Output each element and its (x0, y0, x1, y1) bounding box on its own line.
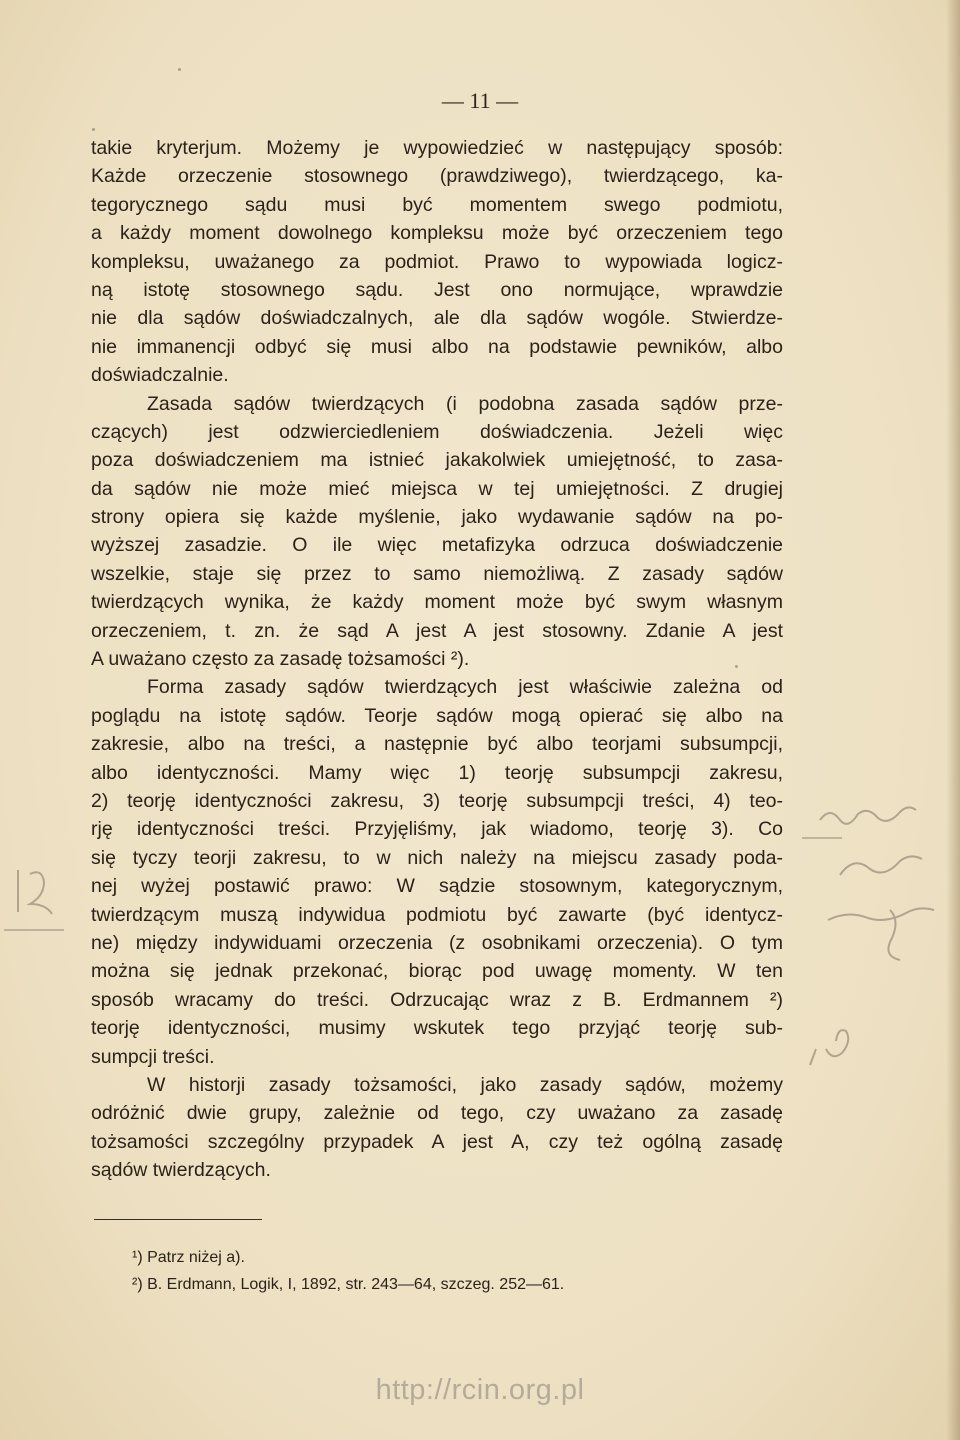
source-url-watermark: http://rcin.org.pl (375, 1374, 585, 1406)
print-speck (735, 665, 738, 668)
text-line: można się jednak przekonać, biorąc pod uwagę momenty. W ten (91, 960, 783, 983)
body-text (91, 134, 783, 1184)
text-line: kompleksu, uważanego za podmiot. Prawo to wypowiada logicz- (91, 250, 783, 273)
text-line: wszelkie, staje się przez to samo niemożliwą. Z zasady sądów (91, 562, 783, 585)
text-line: poza doświadczeniem ma istnieć jakakolwiek umiejętność, to zasa- (91, 449, 783, 472)
footnotes (132, 1244, 564, 1298)
text-line: 2) teorję identyczności zakresu, 3) teorję subsumpcji treści, 4) teo- (91, 789, 783, 812)
text-line: Każde orzeczenie stosownego (prawdziwego), twierdzącego, ka- (91, 165, 783, 188)
margin-handwriting-right (800, 780, 950, 1110)
text-line: orzeczeniem, t. zn. że sąd A jest A jest stosowny. Zdanie A jest (91, 619, 783, 642)
text-line: albo identyczności. Mamy więc 1) teorję subsumpcji zakresu, (91, 761, 783, 784)
text-line: da sądów nie może mieć miejsca w tej umiejętności. Z drugiej (91, 477, 783, 500)
text-line: W historji zasady tożsamości, jako zasady sądów, możemy (147, 1073, 783, 1096)
footnote-1: ¹) Patrz niżej a). (132, 1249, 245, 1266)
text-line: Forma zasady sądów twierdzących jest właściwie zależna od (147, 676, 783, 699)
text-line: nie dla sądów doświadczalnych, ale dla sądów wogóle. Stwierdze- (91, 307, 783, 330)
text-line: strony opiera się każde myślenie, jako wydawanie sądów na po- (91, 506, 783, 529)
text-line: odróżnić dwie grupy, zależnie od tego, czy uważano za zasadę (91, 1102, 783, 1125)
print-speck (178, 68, 181, 71)
text-line: zakresie, albo na treści, a następnie być albo teorjami subsumpcji, (91, 733, 783, 756)
text-line: poglądu na istotę sądów. Teorje sądów mogą opierać się albo na (91, 704, 783, 727)
text-line: teorję identyczności, musimy wskutek tego przyjąć teorję sub- (91, 1017, 783, 1040)
text-line: sposób wracamy do treści. Odrzucając wraz z B. Erdmannem ²) (91, 988, 783, 1011)
text-line: takie kryterjum. Możemy je wypowiedzieć w następujący sposób: (91, 137, 783, 159)
text-line: ne) między indywiduami orzeczenia (z osobnikami orzeczenia). O tym (91, 931, 783, 954)
page-edge-shadow (946, 0, 960, 1440)
text-line: A uważano często za zasadę tożsamości ²). (91, 648, 470, 671)
text-line: się tyczy teorji zakresu, to w nich należy na miejscu zasady poda- (91, 846, 783, 869)
text-line: tożsamości szczególny przypadek A jest A, czy też ogólną zasadę (91, 1130, 783, 1153)
text-line: tegorycznego sądu musi być momentem swego podmiotu, (91, 193, 783, 216)
text-line: nej wyżej postawić prawo: W sądzie stosownym, kategorycznym, (91, 875, 783, 898)
footnote-2: ²) B. Erdmann, Logik, I, 1892, str. 243—64, szczeg. 252—61. (132, 1276, 565, 1293)
text-line: sądów twierdzących. (91, 1159, 271, 1182)
text-line: doświadczalnie. (91, 364, 229, 387)
text-line: sumpcji treści. (91, 1045, 215, 1068)
text-line: a każdy moment dowolnego kompleksu może być orzeczeniem tego (91, 222, 783, 245)
text-line: ną istotę stosownego sądu. Jest ono normujące, wprawdzie (91, 278, 783, 301)
margin-handwriting-left (0, 850, 80, 940)
text-line: nie immanencji odbyć się musi albo na podstawie pewników, albo (91, 335, 783, 358)
print-speck (92, 128, 95, 131)
text-line: Zasada sądów twierdzących (i podobna zasada sądów prze- (147, 392, 783, 415)
text-line: twierdzącym muszą indywidua podmiotu być zawarte (być identycz- (91, 903, 783, 926)
text-line: rję identyczności treści. Przyjęliśmy, jak wiadomo, teorję 3). Co (91, 818, 783, 841)
text-line: czących) jest odzwierciedleniem doświadczenia. Jeżeli więc (91, 420, 783, 443)
footnote-separator (94, 1219, 262, 1220)
page-number: — 11 — (441, 88, 519, 113)
text-line: twierdzących wynika, że każdy moment może być swym własnym (91, 591, 783, 614)
text-line: wyższej zasadzie. O ile więc metafizyka odrzuca doświadczenie (91, 534, 783, 557)
